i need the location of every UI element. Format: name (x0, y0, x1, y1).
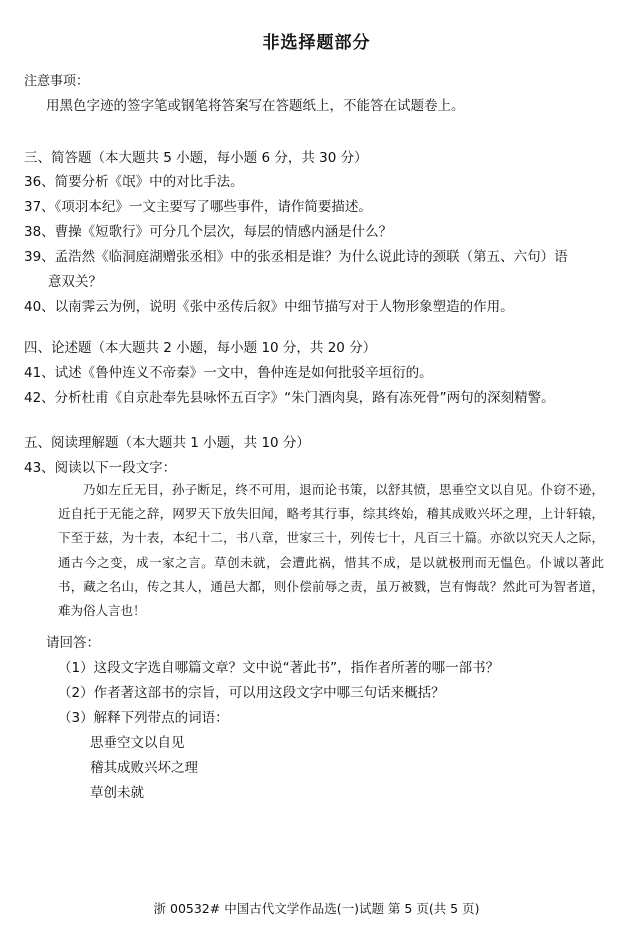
question-39-continued: 意双关？ (48, 274, 102, 290)
passage-text: 乃如左丘无目，孙子断足，终不可用，退而论书策，以舒其愤，思垂空文以自见。仆窃不逊，近自托于无能之辞，网罗天下放失旧闻，略考其行事，综其终始，稽其成败兴坏之理，上计轩辕，下至于兹，为十表，本纪十二，书八章，世家三十，列传七十，凡百三十篇。亦欲以究天人之际，通古今之变，成一家之言。草创未就，会遭此祸，惜其不成，是以就极刑而无愠色。仆诚以著此书，藏之名山，传之其人，通邑大都，则仆偿前辱之责，虽万被戮，岂有悔哉？然此可为智者道，难为俗人言也！ (58, 482, 604, 619)
question-43: 43、阅读以下一段文字： (24, 460, 177, 476)
sub-question-1: （1）这段文字选自哪篇文章？文中说“著此书”，指作者所著的哪一部书？ (58, 660, 500, 676)
page-title: 非选择题部分 (262, 33, 371, 53)
answer-prompt: 请回答： (46, 635, 100, 651)
question-37: 37、《项羽本纪》一文主要写了哪些事件，请作简要描述。 (24, 199, 372, 215)
question-42: 42、分析杜甫《自京赴奉先县咏怀五百字》“朱门酒肉臭，路有冻死骨”两句的深刻精警。 (24, 390, 555, 406)
reading-passage (58, 478, 604, 623)
page-footer: 浙 00532# 中国古代文学作品选(一)试题 第 5 页(共 5 页) (153, 901, 480, 916)
question-39: 39、孟浩然《临洞庭湖赠张丞相》中的张丞相是谁？为什么说此诗的颈联（第五、六句）语 (24, 249, 568, 265)
question-38: 38、曹操《短歌行》可分几个层次，每层的情感内涵是什么？ (24, 224, 393, 240)
notice-label: 注意事项： (24, 74, 90, 89)
section-4-heading: 四、论述题（本大题共 2 小题，每小题 10 分，共 20 分） (24, 340, 377, 356)
question-40: 40、以南霁云为例，说明《张中丞传后叙》中细节描写对于人物形象塑造的作用。 (24, 299, 514, 315)
term-1: 思垂空文以自见 (90, 735, 185, 751)
sub-question-3: （3）解释下列带点的词语： (58, 710, 229, 726)
sub-question-2: （2）作者著这部书的宗旨，可以用这段文字中哪三句话来概括？ (58, 685, 445, 701)
term-3: 草创未就 (90, 785, 144, 801)
notice-text: 用黑色字迹的签字笔或钢笔将答案写在答题纸上，不能答在试题卷上。 (46, 98, 465, 114)
section-5-heading: 五、阅读理解题（本大题共 1 小题，共 10 分） (24, 435, 310, 451)
question-36: 36、简要分析《氓》中的对比手法。 (24, 174, 244, 190)
term-2: 稽其成败兴坏之理 (90, 760, 198, 776)
question-41: 41、试述《鲁仲连义不帝秦》一文中，鲁仲连是如何批驳辛垣衍的。 (24, 365, 433, 381)
section-3-heading: 三、简答题（本大题共 5 小题，每小题 6 分，共 30 分） (24, 150, 368, 166)
